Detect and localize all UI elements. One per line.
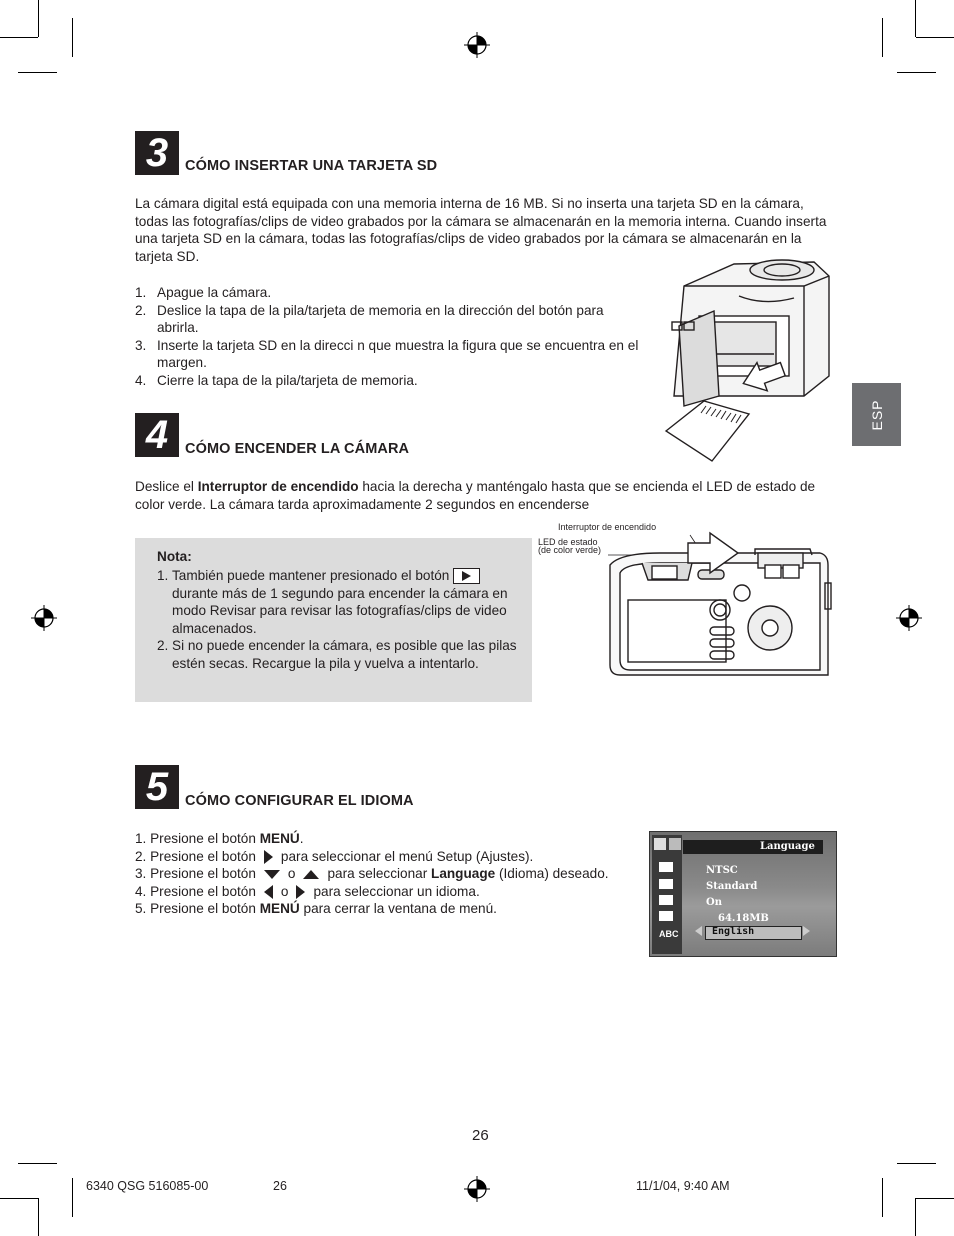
sd-card-insertion-illustration xyxy=(654,256,834,466)
list-item: 3. Inserte la tarjeta SD en la direcci n que muestra la figura que se encuentra en el margen. xyxy=(135,337,639,371)
section-paragraph: La cámara digital está equipada con una memoria interna de 16 MB. Si no inserta una tarjeta SD en la cámara, todas las fotografías/clips de video grabados por la cámara se almacenarán en la memoria interna. Cuando inserta una tarjeta SD en la cámara, todas las fotografías/clips de video grabados por la cámara se almacenarán en la tarjeta SD. xyxy=(135,196,827,264)
list-item: 1. También puede mantener presionado el botón durante más de 1 segundo para encender la cámara en modo Revisar para revisar las fotografías/clips de video almacenados. xyxy=(157,568,508,636)
down-arrow-icon xyxy=(264,870,280,879)
page-number: 26 xyxy=(472,1127,489,1144)
crop-mark xyxy=(916,37,954,38)
up-arrow-icon xyxy=(303,870,319,879)
screen-values xyxy=(706,863,769,927)
right-arrow-icon xyxy=(803,926,810,936)
registration-mark-icon xyxy=(896,605,922,631)
crop-mark xyxy=(916,1198,954,1199)
memory-value: 64.18MB xyxy=(718,913,769,924)
memory-icon xyxy=(659,911,673,921)
crop-mark xyxy=(0,1198,38,1199)
section-title: CÓMO CONFIGURAR EL IDIOMA xyxy=(185,793,414,809)
section-paragraph: Deslice el Interruptor de encendido hacia la derecha y manténgalo hasta que se encienda el LED de estado de color verde. La cámara tarda aproximadamente 2 segundos en encenderse xyxy=(135,479,816,512)
footer-doc-id: 6340 QSG 516085-00 xyxy=(86,1179,209,1193)
sound-value: On xyxy=(706,897,722,908)
section-title: CÓMO INSERTAR UNA TARJETA SD xyxy=(185,158,438,174)
section-title: CÓMO ENCENDER LA CÁMARA xyxy=(185,441,410,457)
crop-mark xyxy=(72,1178,73,1217)
language-icon: ABC xyxy=(659,929,679,939)
list-item: 3. Presione el botón o para seleccionar Language (Idioma) deseado. xyxy=(135,866,609,882)
video-mode-value: NTSC xyxy=(706,865,738,876)
right-arrow-icon xyxy=(264,850,273,864)
note-list xyxy=(157,567,517,673)
registration-mark-icon xyxy=(31,605,57,631)
crop-mark xyxy=(38,1198,39,1236)
language-tab-label: ESP xyxy=(868,398,885,431)
steps-list xyxy=(135,284,640,390)
list-item: 2. Deslice la tapa de la pila/tarjeta de memoria en la dirección del botón para abrirla. xyxy=(135,302,604,336)
list-item: 4. Cierre la tapa de la pila/tarjeta de memoria. xyxy=(135,372,418,388)
note-title: Nota: xyxy=(157,549,192,564)
left-arrow-icon xyxy=(264,885,273,899)
list-item: 1. Presione el botón MENÚ. xyxy=(135,831,304,846)
play-button-icon xyxy=(453,568,480,584)
camera-power-illustration xyxy=(600,525,835,680)
crop-mark xyxy=(882,18,883,57)
note-box xyxy=(135,538,532,702)
sound-icon xyxy=(659,895,673,905)
crop-mark xyxy=(897,1163,936,1164)
steps-list xyxy=(135,830,609,918)
registration-mark-icon xyxy=(464,32,490,58)
list-item: 2. Si no puede encender la cámara, es posible que las pilas estén secas. Recargue la pila y vuelva a intentarlo. xyxy=(157,638,517,671)
crop-mark xyxy=(18,72,57,73)
left-arrow-icon xyxy=(695,926,702,936)
crop-mark xyxy=(0,37,38,38)
screen-header: Language xyxy=(760,841,815,852)
section-number: 3 xyxy=(135,131,179,175)
section-number: 5 xyxy=(135,765,179,809)
camera-icon xyxy=(654,838,666,850)
language-menu-screen xyxy=(649,831,837,957)
quality-value: Standard xyxy=(706,881,758,892)
list-item: 5. Presione el botón MENÚ para cerrar la ventana de menú. xyxy=(135,901,497,917)
crop-mark xyxy=(915,1198,916,1236)
crop-mark xyxy=(882,1178,883,1217)
footer-timestamp: 11/1/04, 9:40 AM xyxy=(636,1179,730,1193)
list-item: 1. Apague la cámara. xyxy=(135,285,272,300)
crop-mark xyxy=(18,1163,57,1164)
crop-mark xyxy=(915,0,916,37)
section-number: 4 xyxy=(135,413,179,457)
language-selected: English xyxy=(712,926,755,937)
crop-mark xyxy=(72,18,73,57)
crop-mark xyxy=(38,0,39,37)
footer-page: 26 xyxy=(273,1179,287,1193)
led-label: LED de estado xyxy=(538,537,598,547)
list-item: 2. Presione el botón para seleccionar el menú Setup (Ajustes). xyxy=(135,848,534,864)
crop-mark xyxy=(897,72,936,73)
language-side-tab xyxy=(852,383,901,446)
right-arrow-icon xyxy=(296,885,305,899)
led-label-sub: (de color verde) xyxy=(538,545,602,555)
list-item: 4. Presione el botón o para seleccionar un idioma. xyxy=(135,883,480,899)
tv-icon xyxy=(659,862,673,872)
power-switch-label: Interruptor de encendido xyxy=(558,522,657,532)
folder-icon xyxy=(659,879,673,889)
registration-mark-icon xyxy=(464,1176,490,1202)
setup-icon xyxy=(669,838,681,850)
